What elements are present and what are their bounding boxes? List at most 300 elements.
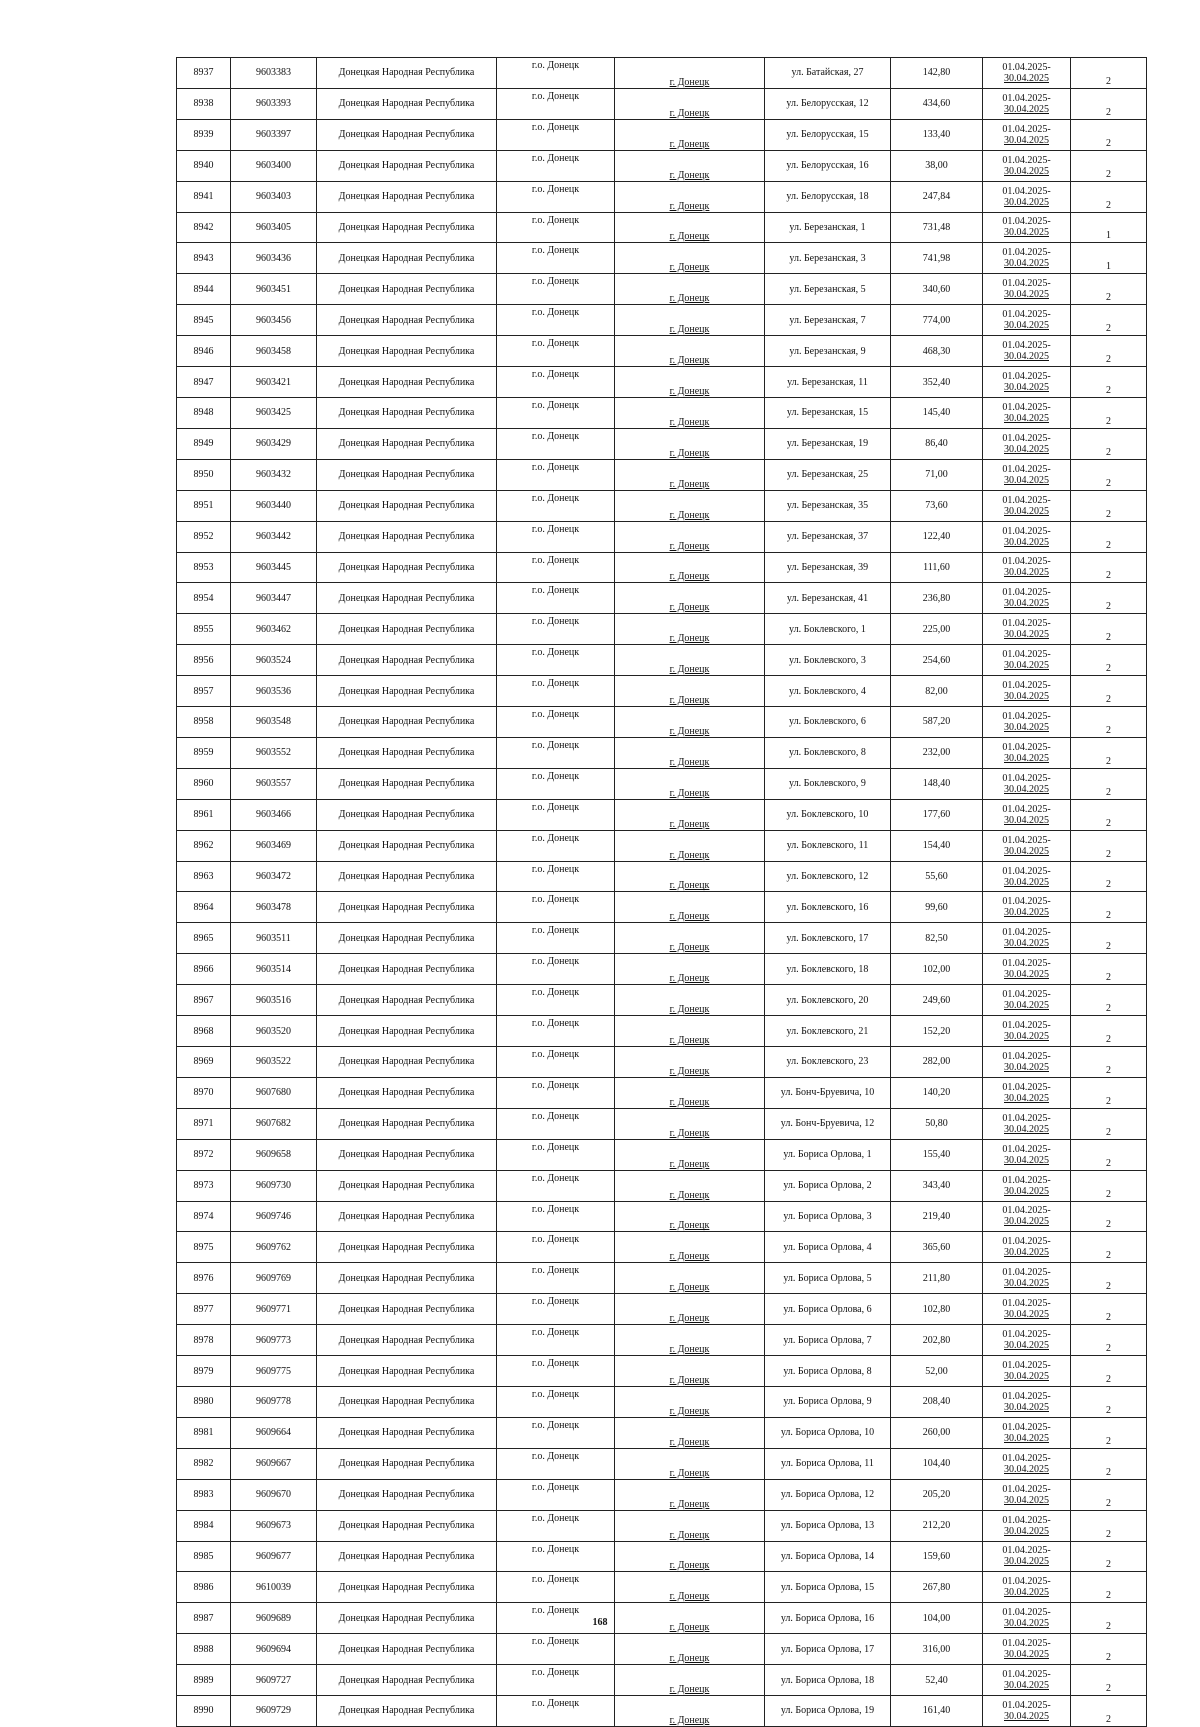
object-code-cell: 9603451 <box>231 274 317 305</box>
street-address-cell: ул. Боклевского, 3 <box>765 645 891 676</box>
period-start: 01.04.2025- <box>1002 154 1051 166</box>
count-cell: 2 <box>1071 1572 1147 1603</box>
period-cell <box>983 1696 1071 1727</box>
period-start: 01.04.2025- <box>1002 1174 1051 1186</box>
period-cell <box>983 799 1071 830</box>
period-cell <box>983 1232 1071 1263</box>
row-number-cell: 8946 <box>177 336 231 367</box>
period-cell <box>983 521 1071 552</box>
city-text: г. Донецк <box>669 107 710 119</box>
area-cell: 122,40 <box>891 521 983 552</box>
area-cell: 50,80 <box>891 1108 983 1139</box>
region-cell: Донецкая Народная Республика <box>317 1541 497 1572</box>
city-text: г. Донецк <box>669 1405 710 1417</box>
row-number-cell: 8955 <box>177 614 231 645</box>
row-number-cell: 8954 <box>177 583 231 614</box>
object-code-cell: 9610039 <box>231 1572 317 1603</box>
period-end: 30.04.2025 <box>1004 691 1049 703</box>
object-code-cell: 9603393 <box>231 88 317 119</box>
period-end: 30.04.2025 <box>1004 1432 1049 1444</box>
row-number-cell: 8990 <box>177 1696 231 1727</box>
object-code-cell: 9609673 <box>231 1510 317 1541</box>
object-code-cell: 9603469 <box>231 830 317 861</box>
city-text: г. Донецк <box>669 880 710 892</box>
object-code-cell: 9603425 <box>231 397 317 428</box>
row-number-cell: 8950 <box>177 459 231 490</box>
area-cell: 316,00 <box>891 1634 983 1665</box>
street-address-cell: ул. Березанская, 11 <box>765 367 891 398</box>
count-cell: 2 <box>1071 1263 1147 1294</box>
district-cell: г.о. Донецк <box>497 305 615 336</box>
count-cell: 2 <box>1071 459 1147 490</box>
count-cell: 2 <box>1071 892 1147 923</box>
district-cell: г.о. Донецк <box>497 583 615 614</box>
row-number-cell: 8942 <box>177 212 231 243</box>
count-cell: 2 <box>1071 150 1147 181</box>
district-cell: г.о. Донецк <box>497 614 615 645</box>
table-row <box>177 58 1147 89</box>
area-cell: 260,00 <box>891 1417 983 1448</box>
city-cell <box>615 676 765 707</box>
count-cell: 2 <box>1071 707 1147 738</box>
district-cell: г.о. Донецк <box>497 892 615 923</box>
district-cell: г.о. Донецк <box>497 336 615 367</box>
row-number-cell: 8980 <box>177 1386 231 1417</box>
period-start: 01.04.2025- <box>1002 1638 1051 1650</box>
period-cell <box>983 954 1071 985</box>
table-row <box>177 367 1147 398</box>
object-code-cell: 9603557 <box>231 768 317 799</box>
region-cell: Донецкая Народная Республика <box>317 1263 497 1294</box>
table-row <box>177 1386 1147 1417</box>
street-address-cell: ул. Боклевского, 20 <box>765 985 891 1016</box>
street-address-cell: ул. Бориса Орлова, 17 <box>765 1634 891 1665</box>
district-cell: г.о. Донецк <box>497 1077 615 1108</box>
district-cell: г.о. Донецк <box>497 397 615 428</box>
period-start: 01.04.2025- <box>1002 710 1051 722</box>
city-text: г. Донецк <box>669 1622 710 1634</box>
region-cell: Донецкая Народная Республика <box>317 1665 497 1696</box>
period-cell <box>983 243 1071 274</box>
district-cell: г.о. Донецк <box>497 521 615 552</box>
object-code-cell: 9609677 <box>231 1541 317 1572</box>
city-cell <box>615 1294 765 1325</box>
area-cell: 140,20 <box>891 1077 983 1108</box>
street-address-cell: ул. Бориса Орлова, 15 <box>765 1572 891 1603</box>
district-cell: г.о. Донецк <box>497 212 615 243</box>
city-cell <box>615 1325 765 1356</box>
row-number-cell: 8968 <box>177 1016 231 1047</box>
area-cell: 208,40 <box>891 1386 983 1417</box>
period-start: 01.04.2025- <box>1002 1205 1051 1217</box>
period-start: 01.04.2025- <box>1002 803 1051 815</box>
city-text: г. Донецк <box>669 1096 710 1108</box>
period-end: 30.04.2025 <box>1004 1587 1049 1599</box>
region-cell: Донецкая Народная Республика <box>317 1634 497 1665</box>
period-cell <box>983 1417 1071 1448</box>
street-address-cell: ул. Бориса Орлова, 6 <box>765 1294 891 1325</box>
period-cell <box>983 1510 1071 1541</box>
district-cell: г.о. Донецк <box>497 367 615 398</box>
period-end: 30.04.2025 <box>1004 814 1049 826</box>
count-cell: 2 <box>1071 1108 1147 1139</box>
city-text: г. Донецк <box>669 664 710 676</box>
area-cell: 343,40 <box>891 1170 983 1201</box>
region-cell: Донецкая Народная Республика <box>317 583 497 614</box>
table-row <box>177 830 1147 861</box>
area-cell: 142,80 <box>891 58 983 89</box>
period-start: 01.04.2025- <box>1002 247 1051 259</box>
object-code-cell: 9603552 <box>231 737 317 768</box>
count-cell: 2 <box>1071 583 1147 614</box>
period-end: 30.04.2025 <box>1004 72 1049 84</box>
period-end: 30.04.2025 <box>1004 752 1049 764</box>
table-row <box>177 1016 1147 1047</box>
city-text: г. Донецк <box>669 138 710 150</box>
count-cell: 2 <box>1071 336 1147 367</box>
period-start: 01.04.2025- <box>1002 371 1051 383</box>
area-cell: 219,40 <box>891 1201 983 1232</box>
count-cell: 2 <box>1071 181 1147 212</box>
district-cell: г.о. Донецк <box>497 737 615 768</box>
city-cell <box>615 768 765 799</box>
period-cell <box>983 1108 1071 1139</box>
period-end: 30.04.2025 <box>1004 567 1049 579</box>
row-number-cell: 8938 <box>177 88 231 119</box>
table-row <box>177 954 1147 985</box>
period-end: 30.04.2025 <box>1004 1278 1049 1290</box>
city-text: г. Донецк <box>669 231 710 243</box>
district-cell: г.о. Донецк <box>497 1325 615 1356</box>
period-end: 30.04.2025 <box>1004 1649 1049 1661</box>
object-code-cell: 9603478 <box>231 892 317 923</box>
city-text: г. Донецк <box>669 200 710 212</box>
period-end: 30.04.2025 <box>1004 938 1049 950</box>
city-cell <box>615 212 765 243</box>
city-text: г. Донецк <box>669 633 710 645</box>
district-cell: г.о. Донецк <box>497 1263 615 1294</box>
district-cell: г.о. Донецк <box>497 459 615 490</box>
period-cell <box>983 1386 1071 1417</box>
district-cell: г.о. Донецк <box>497 1356 615 1387</box>
period-end: 30.04.2025 <box>1004 1340 1049 1352</box>
count-cell: 2 <box>1071 1325 1147 1356</box>
row-number-cell: 8953 <box>177 552 231 583</box>
table-row <box>177 1294 1147 1325</box>
region-cell: Донецкая Народная Республика <box>317 397 497 428</box>
district-cell: г.о. Донецк <box>497 1201 615 1232</box>
city-text: г. Донецк <box>669 756 710 768</box>
count-cell: 2 <box>1071 58 1147 89</box>
street-address-cell: ул. Бориса Орлова, 9 <box>765 1386 891 1417</box>
period-end: 30.04.2025 <box>1004 1525 1049 1537</box>
street-address-cell: ул. Березанская, 1 <box>765 212 891 243</box>
area-cell: 254,60 <box>891 645 983 676</box>
count-cell: 2 <box>1071 1696 1147 1727</box>
period-start: 01.04.2025- <box>1002 1236 1051 1248</box>
row-number-cell: 8956 <box>177 645 231 676</box>
city-cell <box>615 1047 765 1078</box>
row-number-cell: 8987 <box>177 1603 231 1634</box>
city-cell <box>615 1263 765 1294</box>
row-number-cell: 8974 <box>177 1201 231 1232</box>
table-row <box>177 923 1147 954</box>
region-cell: Донецкая Народная Республика <box>317 459 497 490</box>
city-cell <box>615 490 765 521</box>
district-cell: г.о. Донецк <box>497 58 615 89</box>
area-cell: 247,84 <box>891 181 983 212</box>
district-cell: г.о. Донецк <box>497 1665 615 1696</box>
period-cell <box>983 985 1071 1016</box>
region-cell: Донецкая Народная Республика <box>317 861 497 892</box>
area-cell: 102,00 <box>891 954 983 985</box>
district-cell: г.о. Донецк <box>497 428 615 459</box>
area-cell: 152,20 <box>891 1016 983 1047</box>
object-code-cell: 9603522 <box>231 1047 317 1078</box>
region-cell: Донецкая Народная Республика <box>317 768 497 799</box>
period-start: 01.04.2025- <box>1002 1050 1051 1062</box>
object-code-cell: 9609658 <box>231 1139 317 1170</box>
row-number-cell: 8951 <box>177 490 231 521</box>
region-cell: Донецкая Народная Республика <box>317 1139 497 1170</box>
period-cell <box>983 1294 1071 1325</box>
row-number-cell: 8971 <box>177 1108 231 1139</box>
region-cell: Донецкая Народная Республика <box>317 1479 497 1510</box>
city-text: г. Донецк <box>669 540 710 552</box>
region-cell: Донецкая Народная Республика <box>317 954 497 985</box>
period-start: 01.04.2025- <box>1002 432 1051 444</box>
row-number-cell: 8952 <box>177 521 231 552</box>
row-number-cell: 8964 <box>177 892 231 923</box>
city-cell <box>615 181 765 212</box>
area-cell: 38,00 <box>891 150 983 181</box>
count-cell: 2 <box>1071 1232 1147 1263</box>
district-cell: г.о. Донецк <box>497 150 615 181</box>
area-cell: 177,60 <box>891 799 983 830</box>
period-end: 30.04.2025 <box>1004 1247 1049 1259</box>
area-cell: 159,60 <box>891 1541 983 1572</box>
period-cell <box>983 1325 1071 1356</box>
object-code-cell: 9603400 <box>231 150 317 181</box>
object-code-cell: 9603405 <box>231 212 317 243</box>
table-row <box>177 1232 1147 1263</box>
city-text: г. Донецк <box>669 1714 710 1726</box>
period-end: 30.04.2025 <box>1004 227 1049 239</box>
table-row <box>177 614 1147 645</box>
period-end: 30.04.2025 <box>1004 258 1049 270</box>
table-row <box>177 521 1147 552</box>
row-number-cell: 8981 <box>177 1417 231 1448</box>
row-number-cell: 8979 <box>177 1356 231 1387</box>
region-cell: Донецкая Народная Республика <box>317 1294 497 1325</box>
table-row <box>177 305 1147 336</box>
street-address-cell: ул. Березанская, 7 <box>765 305 891 336</box>
city-cell <box>615 1665 765 1696</box>
area-cell: 205,20 <box>891 1479 983 1510</box>
row-number-cell: 8988 <box>177 1634 231 1665</box>
district-cell: г.о. Донецк <box>497 1047 615 1078</box>
row-number-cell: 8985 <box>177 1541 231 1572</box>
city-cell <box>615 552 765 583</box>
street-address-cell: ул. Бориса Орлова, 5 <box>765 1263 891 1294</box>
count-cell: 2 <box>1071 397 1147 428</box>
city-text: г. Донецк <box>669 1436 710 1448</box>
city-cell <box>615 88 765 119</box>
district-cell: г.о. Донецк <box>497 830 615 861</box>
street-address-cell: ул. Белорусская, 16 <box>765 150 891 181</box>
region-cell: Донецкая Народная Республика <box>317 1603 497 1634</box>
object-code-cell: 9603511 <box>231 923 317 954</box>
city-cell <box>615 861 765 892</box>
table-row <box>177 1263 1147 1294</box>
region-cell: Донецкая Народная Республика <box>317 1108 497 1139</box>
street-address-cell: ул. Боклевского, 11 <box>765 830 891 861</box>
period-cell <box>983 830 1071 861</box>
period-cell <box>983 119 1071 150</box>
table-row <box>177 1077 1147 1108</box>
period-start: 01.04.2025- <box>1002 618 1051 630</box>
period-start: 01.04.2025- <box>1002 834 1051 846</box>
row-number-cell: 8947 <box>177 367 231 398</box>
city-cell <box>615 830 765 861</box>
region-cell: Донецкая Народная Республика <box>317 1232 497 1263</box>
period-end: 30.04.2025 <box>1004 1123 1049 1135</box>
city-text: г. Донецк <box>669 1344 710 1356</box>
object-code-cell: 9609778 <box>231 1386 317 1417</box>
count-cell: 2 <box>1071 1665 1147 1696</box>
district-cell: г.о. Донецк <box>497 1294 615 1325</box>
count-cell: 2 <box>1071 1417 1147 1448</box>
period-cell <box>983 305 1071 336</box>
city-cell <box>615 1541 765 1572</box>
count-cell: 2 <box>1071 1603 1147 1634</box>
city-text: г. Донецк <box>669 787 710 799</box>
period-start: 01.04.2025- <box>1002 772 1051 784</box>
area-cell: 82,00 <box>891 676 983 707</box>
period-end: 30.04.2025 <box>1004 1401 1049 1413</box>
district-cell: г.о. Донецк <box>497 274 615 305</box>
period-start: 01.04.2025- <box>1002 340 1051 352</box>
city-cell <box>615 1386 765 1417</box>
street-address-cell: ул. Березанская, 25 <box>765 459 891 490</box>
city-cell <box>615 954 765 985</box>
district-cell: г.о. Донецк <box>497 1386 615 1417</box>
period-cell <box>983 150 1071 181</box>
area-cell: 104,00 <box>891 1603 983 1634</box>
region-cell: Донецкая Народная Республика <box>317 892 497 923</box>
region-cell: Донецкая Народная Республика <box>317 1325 497 1356</box>
city-text: г. Донецк <box>669 293 710 305</box>
period-start: 01.04.2025- <box>1002 927 1051 939</box>
city-text: г. Донецк <box>669 973 710 985</box>
table-row <box>177 1108 1147 1139</box>
period-cell <box>983 1479 1071 1510</box>
area-cell: 232,00 <box>891 737 983 768</box>
period-start: 01.04.2025- <box>1002 309 1051 321</box>
table-row <box>177 676 1147 707</box>
count-cell: 2 <box>1071 1294 1147 1325</box>
period-end: 30.04.2025 <box>1004 1000 1049 1012</box>
period-start: 01.04.2025- <box>1002 1699 1051 1711</box>
area-cell: 202,80 <box>891 1325 983 1356</box>
table-row <box>177 1139 1147 1170</box>
period-start: 01.04.2025- <box>1002 989 1051 1001</box>
region-cell: Донецкая Народная Республика <box>317 428 497 459</box>
city-text: г. Донецк <box>669 1684 710 1696</box>
period-end: 30.04.2025 <box>1004 783 1049 795</box>
region-cell: Донецкая Народная Республика <box>317 367 497 398</box>
area-cell: 161,40 <box>891 1696 983 1727</box>
street-address-cell: ул. Боклевского, 12 <box>765 861 891 892</box>
table-row <box>177 768 1147 799</box>
count-cell: 2 <box>1071 1139 1147 1170</box>
area-cell: 211,80 <box>891 1263 983 1294</box>
area-cell: 774,00 <box>891 305 983 336</box>
street-address-cell: ул. Бориса Орлова, 18 <box>765 1665 891 1696</box>
city-text: г. Донецк <box>669 818 710 830</box>
period-end: 30.04.2025 <box>1004 721 1049 733</box>
region-cell: Донецкая Народная Республика <box>317 737 497 768</box>
city-cell <box>615 274 765 305</box>
row-number-cell: 8967 <box>177 985 231 1016</box>
district-cell: г.о. Донецк <box>497 243 615 274</box>
count-cell: 2 <box>1071 1386 1147 1417</box>
count-cell: 1 <box>1071 212 1147 243</box>
row-number-cell: 8945 <box>177 305 231 336</box>
row-number-cell: 8943 <box>177 243 231 274</box>
street-address-cell: ул. Боклевского, 9 <box>765 768 891 799</box>
count-cell: 2 <box>1071 490 1147 521</box>
street-address-cell: ул. Бориса Орлова, 2 <box>765 1170 891 1201</box>
street-address-cell: ул. Бориса Орлова, 8 <box>765 1356 891 1387</box>
city-cell <box>615 58 765 89</box>
count-cell: 2 <box>1071 1448 1147 1479</box>
table-row <box>177 1047 1147 1078</box>
city-cell <box>615 336 765 367</box>
period-start: 01.04.2025- <box>1002 61 1051 73</box>
region-cell: Донецкая Народная Республика <box>317 336 497 367</box>
object-code-cell: 9603520 <box>231 1016 317 1047</box>
period-start: 01.04.2025- <box>1002 1576 1051 1588</box>
row-number-cell: 8986 <box>177 1572 231 1603</box>
district-cell: г.о. Донецк <box>497 1479 615 1510</box>
page-number: 168 <box>592 1617 608 1628</box>
table-row <box>177 150 1147 181</box>
region-cell: Донецкая Народная Республика <box>317 181 497 212</box>
city-text: г. Донецк <box>669 509 710 521</box>
street-address-cell: ул. Березанская, 15 <box>765 397 891 428</box>
period-cell <box>983 768 1071 799</box>
count-cell: 2 <box>1071 768 1147 799</box>
period-end: 30.04.2025 <box>1004 103 1049 115</box>
period-start: 01.04.2025- <box>1002 1545 1051 1557</box>
city-cell <box>615 923 765 954</box>
count-cell: 2 <box>1071 861 1147 892</box>
area-cell: 73,60 <box>891 490 983 521</box>
district-cell: г.о. Донецк <box>497 861 615 892</box>
object-code-cell: 9603466 <box>231 799 317 830</box>
street-address-cell: ул. Бориса Орлова, 10 <box>765 1417 891 1448</box>
city-text: г. Донецк <box>669 1282 710 1294</box>
region-cell: Донецкая Народная Республика <box>317 1356 497 1387</box>
city-text: г. Донецк <box>669 911 710 923</box>
city-text: г. Донецк <box>669 76 710 88</box>
count-cell: 2 <box>1071 676 1147 707</box>
district-cell: г.о. Донецк <box>497 1417 615 1448</box>
region-cell: Донецкая Народная Республика <box>317 243 497 274</box>
region-cell: Донецкая Народная Республика <box>317 1572 497 1603</box>
region-cell: Донецкая Народная Республика <box>317 552 497 583</box>
